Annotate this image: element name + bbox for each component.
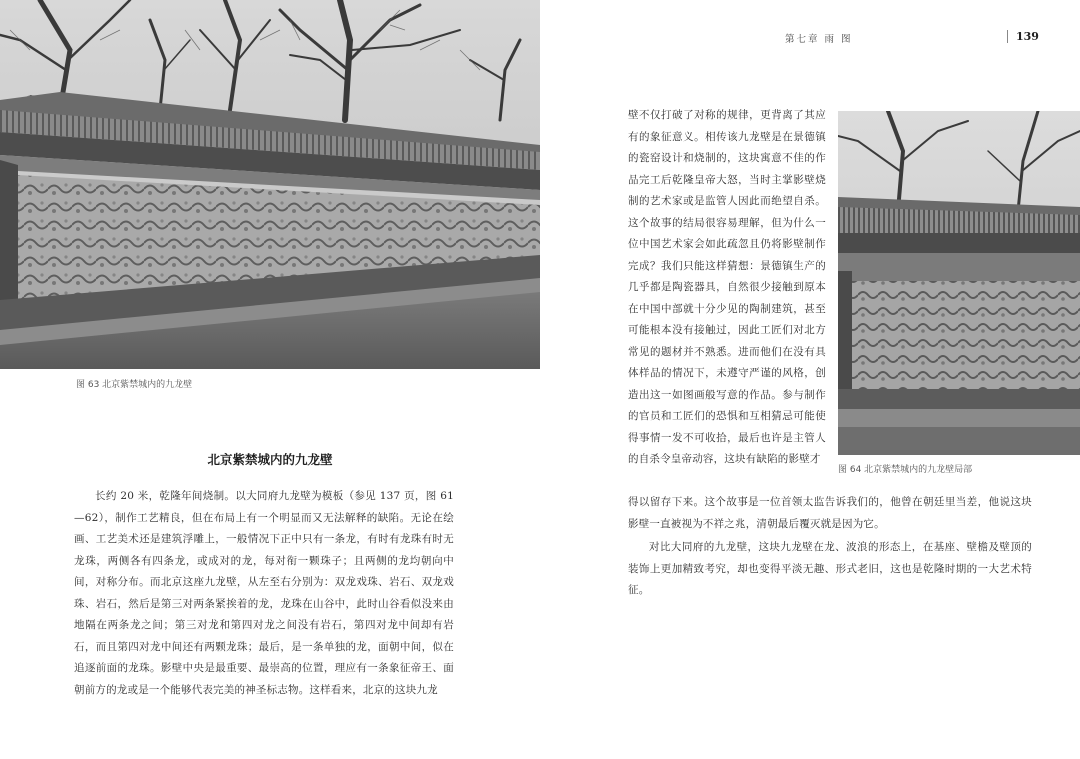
figure-63-caption: 图 63 北京紫禁城内的九龙壁 [76,380,193,390]
right-column-text: 壁不仅打破了对称的规律，更背离了其应有的象征意义。相传该九龙壁是在景德镇的瓷窑设计和烧制的，这块寓意不佳的作品完工后乾隆皇帝大怒，当时主掌影壁烧制的艺术家或是监管人因此而绝望自杀。这个故事的结局很容易理解，但为什么一位中国艺术家会如此疏忽且仍将影壁制作完成？我们只能这样猜想：景德镇生产的几乎都是陶瓷器具，自然很少接触到原本在中国中部就十分少见的陶制建筑，甚至可能根本没有接触过，因此工匠们对北方常见的题材并不熟悉。进而他们在没有具体样品的情况下，未遵守严谨的风格，创造出这一如图画般写意的作品。参与制作的官员和工匠们的恐惧和互相猜忌可能使得事情一发不可收拾，最后也许是主管人的自杀令皇帝动容，这块有缺陷的影壁才 [628,109,826,465]
left-body-paragraph: 长约 20 米，乾隆年间烧制。以大同府九龙壁为模板（参见 137 页，图 61—62），制作工艺精良，但在布局上有一个明显而又无法解释的缺陷。无论在绘画、工艺美术还是建筑浮雕上，一般情况下正中只有一条龙，有时有龙珠有时无龙珠，两侧各有四条龙，或成对的龙，每对衔一颗珠子；且两侧的龙均朝向中间，对称分布。而北京这座九龙壁，从左至右分别为：双龙戏珠、岩石、双龙戏珠、岩石，然后是第三对两条紧挨着的龙，龙珠在山谷中，此时山谷看似没来由地隔在两条龙之间；第三对龙和第四对龙之间没有岩石，第四对龙中间却有岩石，而且第四对龙中间还有两颗龙珠；最后，是一条单独的龙，面朝中间，似在追逐前面的龙珠。影壁中央是最重要、最崇高的位置，理应有一条象征帝王、面朝前方的龙或是一个能够代表完美的神圣标志物。这样看来，北京的这块九龙 [74,490,454,696]
right-paragraph-comparison: 对比大同府的九龙壁，这块九龙壁在龙、波浪的形态上，在基座、壁檐及壁顶的装饰上更加精致考究，却也变得平淡无趣、形式老旧，这也是乾隆时期的一大艺术特征。 [628,541,1032,596]
running-head: 第七章 雨 图 [785,34,853,45]
nine-dragon-wall-photo [0,0,540,369]
right-full-width-text [628,492,1032,602]
figure-64-caption: 图 64 北京紫禁城内的九龙壁局部 [838,465,973,475]
section-title: 北京紫禁城内的九龙壁 [207,452,333,467]
right-page [540,0,1080,759]
detail-photo-image-icon [838,111,1080,455]
page-number: 139 [1016,30,1039,43]
running-head-divider [1007,30,1008,43]
nine-dragon-wall-detail-photo [838,111,1080,455]
right-paragraph-continuation: 得以留存下来。这个故事是一位首领太监告诉我们的，他曾在朝廷里当差，他说这块影壁一直被视为不祥之兆，清朝最后覆灭就是因为它。 [628,496,1032,530]
photo-image-icon [0,0,540,369]
